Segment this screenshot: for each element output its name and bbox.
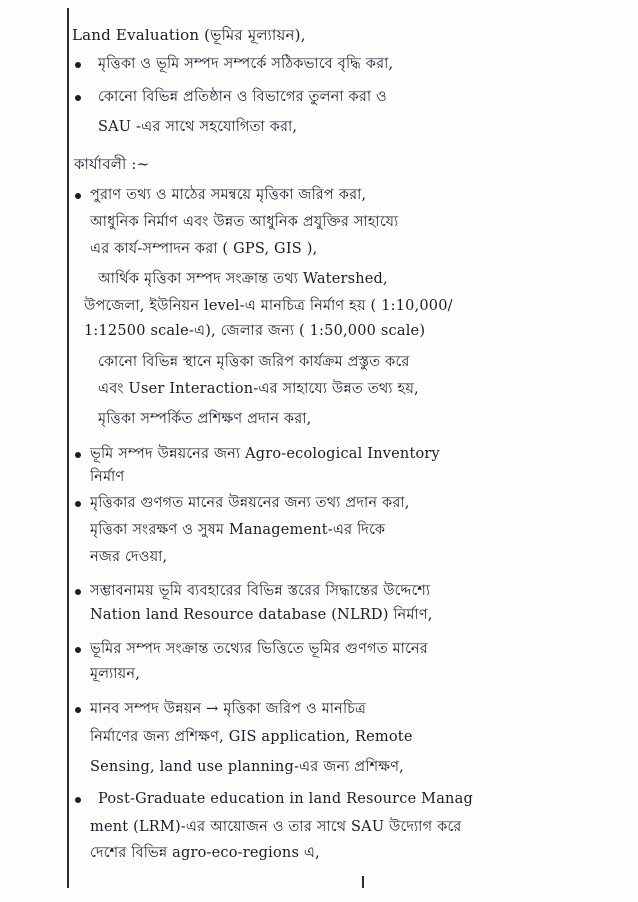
line-text: Post-Graduate education in land Resource Manag [98,791,473,807]
line-text: কোনো বিভিন্ন স্থানে মৃত্তিকা জরিপ কার্যক্রম প্রস্তুত করে [98,354,410,370]
page-mark [362,876,364,888]
margin-line [67,8,69,888]
bullet-dot [75,95,81,101]
bullet-dot [75,452,81,458]
bullet-dot [75,647,81,653]
line-text: মৃত্তিকা সংরক্ষণ ও সুষম Management-এর দিকে [90,522,386,538]
line-text: মৃত্তিকা সম্পর্কিত প্রশিক্ষণ প্রদান করা, [98,411,312,427]
bullet-dot [75,797,81,803]
line-text: কোনো বিভিন্ন প্রতিষ্ঠান ও বিভাগের তুলনা করা ও [98,89,387,105]
line-text: আধুনিক নির্মাণ এবং উন্নত আধুনিক প্রযুক্তির সাহায্যে [90,214,399,230]
line-text: উপজেলা, ইউনিয়ন level-এ মানচিত্র নির্মাণ হয় ( 1:10,000/ [84,298,453,314]
bullet-dot [75,707,81,713]
line-text: মূল্যায়ন, [90,666,141,682]
line-text: পুরাণ তথ্য ও মাঠের সমন্বয়ে মৃত্তিকা জরিপ করা, [90,187,367,203]
line-text: 1:12500 scale-এ), জেলার জন্য ( 1:50,000 scale) [84,323,426,339]
line-text: আর্থিক মৃত্তিকা সম্পদ সংক্রান্ত তথ্য Watershed, [98,271,388,287]
line-text: নজর দেওয়া, [90,549,168,565]
line-text: ভূমির সম্পদ সংক্রান্ত তথ্যের ভিত্তিতে ভূমির গুণগত মানের [90,641,428,657]
line-text: নির্মাণের জন্য প্রশিক্ষণ, GIS application, Remote [90,729,413,745]
line-text: এর কার্য-সম্পাদন করা ( GPS, GIS ), [90,241,318,257]
line-text: ment (LRM)-এর আয়োজন ও তার সাথে SAU উদ্যোগ করে [90,819,462,835]
line-text: মৃত্তিকা ও ভূমি সম্পদ সম্পর্কে সঠিকভাবে বৃদ্ধি করা, [98,56,394,72]
bullet-dot [75,193,81,199]
line-text: ভূমি সম্পদ উন্নয়নের জন্য Agro-ecological Inventory [90,446,440,462]
line-text: Nation land Resource database (NLRD) নির্মাণ, [90,607,433,623]
line-text: দেশের বিভিন্ন agro-eco-regions এ, [90,845,320,861]
bullet-dot [75,501,81,507]
line-text: মৃত্তিকার গুণগত মানের উন্নয়নের জন্য তথ্য প্রদান করা, [90,495,410,511]
section-heading: কার্যাবলী :~ [74,155,150,173]
line-text: Sensing, land use planning-এর জন্য প্রশিক্ষণ, [90,759,404,775]
line-text: নির্মাণ [90,469,125,485]
line-text: মানব সম্পদ উন্নয়ন → মৃত্তিকা জরিপ ও মানচিত্র [90,701,367,717]
doc-title: Land Evaluation (ভূমির মূল্যায়ন), [72,26,306,44]
line-text: SAU -এর সাথে সহযোগিতা করা, [98,119,298,135]
bullet-dot [75,62,81,68]
line-text: এবং User Interaction-এর সাহায্যে উন্নত তথ্য হয়, [98,381,419,397]
bullet-dot [75,589,81,595]
line-text: সম্ভাবনাময় ভূমি ব্যবহারের বিভিন্ন স্তরের সিদ্ধান্তের উদ্দেশ্যে [90,583,431,599]
